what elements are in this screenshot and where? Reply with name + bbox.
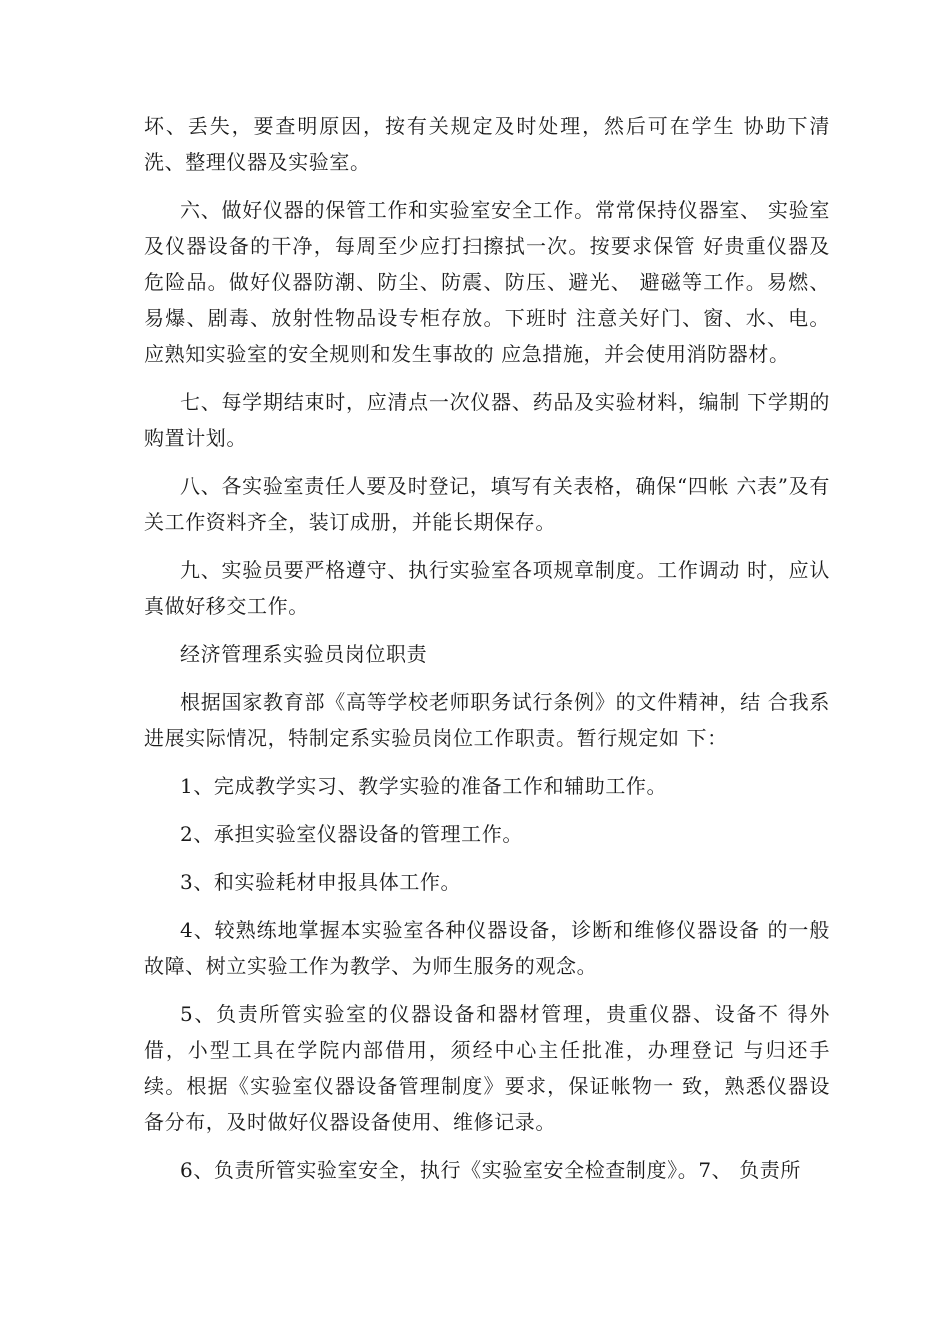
paragraph-item-9: 九、实验员要严格遵守、执行实验室各项规章制度。工作调动 时，应认真做好移交工作。 bbox=[144, 558, 830, 618]
paragraph-continuation: 坏、丢失，要查明原因，按有关规定及时处理，然后可在学生 协助下清洗、整理仪器及实验室。 bbox=[144, 114, 830, 174]
paragraph-intro: 根据国家教育部《高等学校老师职务试行条例》的文件精神，结 合我系进展实际情况，特制定系实验员岗位工作职责。暂行规定如 下： bbox=[144, 690, 830, 750]
duty-item-2: 2、承担实验室仪器设备的管理工作。 bbox=[180, 822, 523, 846]
duty-item-5: 5、负责所管实验室的仪器设备和器材管理，贵重仪器、设备不 得外借，小型工具在学院内部借用，须经中心主任批准，办理登记 与归还手续。根据《实验室仪器设备管理制度》要求，保证帐物一 致，熟悉仪器设备分布，及时做好仪器设备使用、维修记录。 bbox=[144, 1002, 830, 1134]
paragraph-item-6: 六、做好仪器的保管工作和实验室安全工作。常常保持仪器室、 实验室及仪器设备的干净，每周至少应打扫擦拭一次。按要求保管 好贵重仪器及危险品。做好仪器防潮、防尘、防震、防压、避光、 避磁等工作。易燃、易爆、剧毒、放射性物品设专柜存放。下班时 注意关好门、窗、水、电。应熟知实验室的安全规则和发生事故的 应急措施，并会使用消防器材。 bbox=[144, 198, 830, 366]
section-heading: 经济管理系实验员岗位职责 bbox=[180, 642, 428, 666]
duty-item-6: 6、负责所管实验室安全，执行《实验室安全检查制度》。7、 负责所 bbox=[180, 1158, 802, 1182]
paragraph-item-8: 八、各实验室责任人要及时登记，填写有关表格，确保“四帐 六表”及有关工作资料齐全，装订成册，并能长期保存。 bbox=[144, 474, 830, 534]
duty-item-4: 4、较熟练地掌握本实验室各种仪器设备，诊断和维修仪器设备 的一般故障、树立实验工作为教学、为师生服务的观念。 bbox=[144, 918, 830, 978]
paragraph-item-7: 七、每学期结束时，应清点一次仪器、药品及实验材料，编制 下学期的购置计划。 bbox=[144, 390, 830, 450]
duty-item-1: 1、完成教学实习、教学实验的准备工作和辅助工作。 bbox=[180, 774, 668, 798]
duty-item-3: 3、和实验耗材申报具体工作。 bbox=[180, 870, 462, 894]
